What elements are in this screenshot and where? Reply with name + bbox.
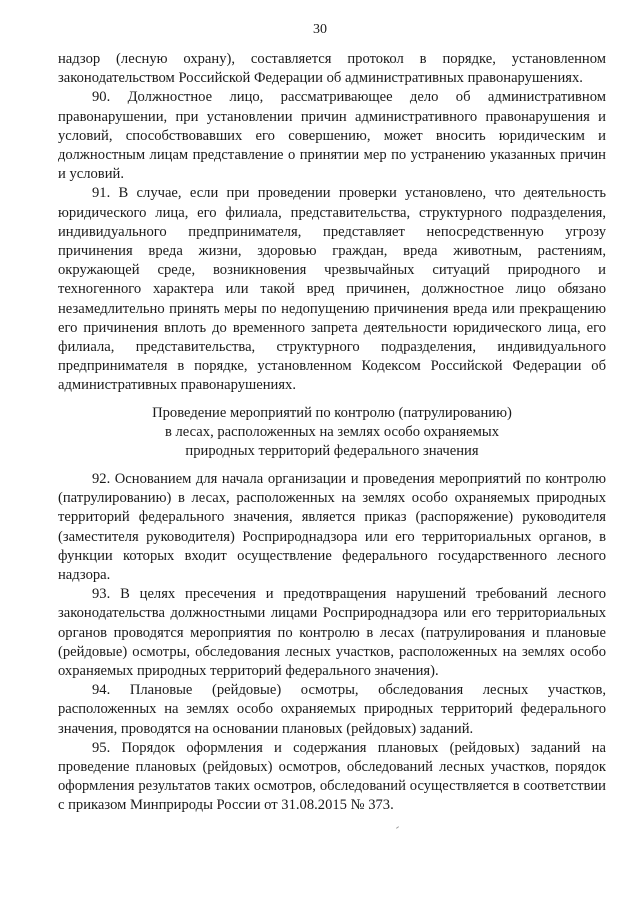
paragraph-continuation: надзор (лесную охрану), составляется протокол в порядке, установленном законодательством Российской Федерации об административных правонарушениях. [58,51,606,87]
section-heading [58,404,606,461]
page-number: 30 [313,22,327,37]
paragraph-90: 90. Должностное лицо, рассматривающее дело об административном правонарушении, при установлении причин административного правонарушения и условий, способствовавших его совершению, может вносить юридическим и должностным лицам представление о принятии мер по устранению указанных причин и условий. [58,89,606,183]
paragraph-95: 95. Порядок оформления и содержания плановых (рейдовых) заданий на проведение плановых (рейдовых) осмотров, обследований лесных участков, порядок оформления результатов таких осмотров, обследований осуществляется в соответствии с приказом Минприроды России от 31.08.2015 № 373. [58,739,606,814]
section-heading-line-3: природных территорий федерального значения [185,443,479,459]
paragraph-94: 94. Плановые (рейдовые) осмотры, обследования лесных участков, расположенных на землях особо охраняемых природных территорий федерального значения, проводятся на основании плановых (рейдовых) заданий. [58,682,606,737]
paragraph-93: 93. В целях пресечения и предотвращения нарушений требований лесного законодательства должностными лицами Росприроднадзора или его территориальных органов проводятся мероприятия по контролю в лесах (патрулирования и плановые (рейдовые) осмотры, обследования лесных участков, расположенных на землях особо охраняемых природных территорий федерального значения). [58,586,606,680]
section-heading-line-2: в лесах, расположенных на землях особо охраняемых [164,424,499,440]
text-block-bottom [58,470,606,816]
paragraph-92: 92. Основанием для начала организации и проведения мероприятий по контролю (патрулированию) в лесах, расположенных на землях особо охраняемых природных территорий федерального значения, является приказ (распоряжение) руководителя (заместителя руководителя) Росприроднадзора или его территориальных органов, в функции которых входит осуществление федерального государственного лесного надзора. [58,471,606,584]
text-block-top [58,50,606,396]
section-heading-line-1: Проведение мероприятий по контролю (патрулированию) [152,405,512,421]
scan-artifact [396,826,399,829]
paragraph-91: 91. В случае, если при проведении проверки установлено, что деятельность юридического лица, его филиала, представительства, структурного подразделения, индивидуального предпринимателя, представляет непосредственную угрозу причинения вреда жизни, здоровью граждан, вреда животным, растениям, окружающей среде, возникновения чрезвычайных ситуаций природного и техногенного характера или такой вред причинен, должностное лицо обязано незамедлительно принять меры по недопущению причинения вреда или прекращению его причинения вплоть до временного запрета деятельности юридического лица, его филиала, представительства, структурного подразделения, индивидуального предпринимателя в порядке, установленном Кодексом Российской Федерации об административных правонарушениях. [58,185,606,394]
